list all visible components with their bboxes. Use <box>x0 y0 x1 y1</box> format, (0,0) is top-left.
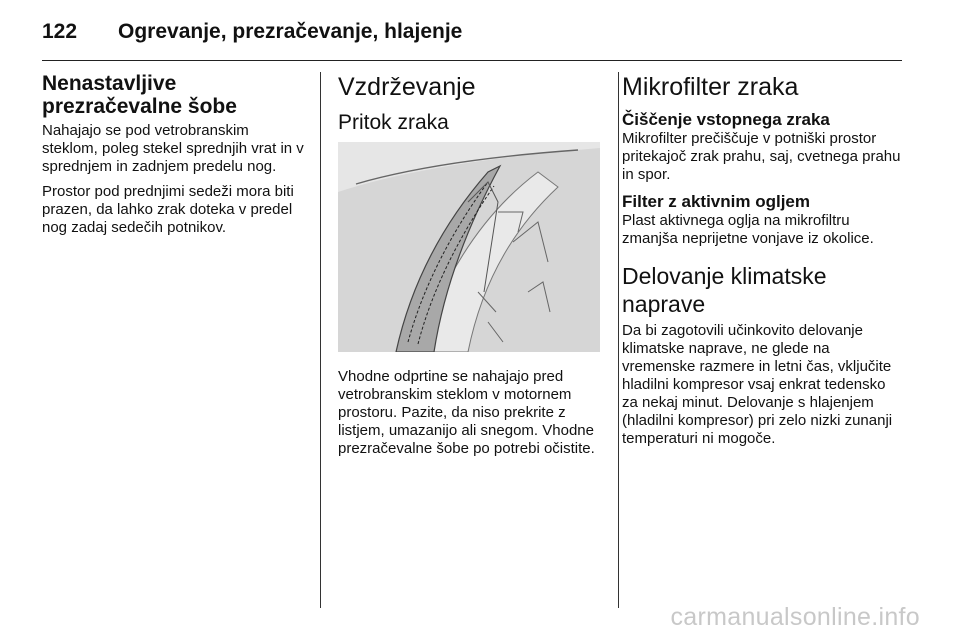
column-middle <box>338 72 603 465</box>
paragraph: Plast aktivnega oglja na mikrofiltru zmanjša neprijetne vonjave iz okolice. <box>622 212 874 247</box>
column-right <box>622 72 902 455</box>
header-rule <box>42 60 902 61</box>
column-divider <box>320 72 321 608</box>
subsection-heading: Filter z aktivnim ogljem <box>622 192 810 211</box>
paragraph: Vhodne odprtine se nahajajo pred vetrobranskim steklom v motornem prostoru. Pazite, da niso prekrite z listjem, umazanijo ali snegom. Vhodne prezračevalne šobe po potrebi očistite. <box>338 368 595 457</box>
section-heading: Nenastavljive prezračevalne šobe <box>42 72 237 118</box>
paragraph: Nahajajo se pod vetrobranskim steklom, poleg stekel sprednjih vrat in v sprednjem in zadnjem predelu nog. <box>42 122 304 175</box>
section-heading: Mikrofilter zraka <box>622 73 799 101</box>
paragraph: Da bi zagotovili učinkovito delovanje klimatske naprave, ne glede na vremenske razmere in letni čas, vključite hladilni kompresor vsaj enkrat tedensko za nekaj minut. Delovanje s hlajenjem (hladilni kompresor) pri zelo nizki zunanji temperaturi ni mogoče. <box>622 322 893 447</box>
page-header <box>42 18 902 54</box>
column-divider <box>618 72 619 608</box>
chapter-title: Ogrevanje, prezračevanje, hlajenje <box>118 20 463 43</box>
watermark: carmanualsonline.info <box>670 603 920 631</box>
windshield-air-inlet-illustration <box>338 142 600 352</box>
paragraph: Mikrofilter prečiščuje v potniški prostor pritekajoč zrak prahu, saj, cvetnega prahu in spor. <box>622 130 901 183</box>
subsection-heading: Pritok zraka <box>338 111 449 134</box>
paragraph: Prostor pod prednjimi sedeži mora biti prazen, da lahko zrak doteka v predel nog zadaj sedečih potnikov. <box>42 183 294 236</box>
subsection-heading: Čiščenje vstopnega zraka <box>622 110 830 129</box>
section-heading: Vzdrževanje <box>338 73 476 101</box>
section-heading: Delovanje klimatske naprave <box>622 263 827 317</box>
column-left <box>42 72 308 244</box>
page-number: 122 <box>42 20 78 43</box>
